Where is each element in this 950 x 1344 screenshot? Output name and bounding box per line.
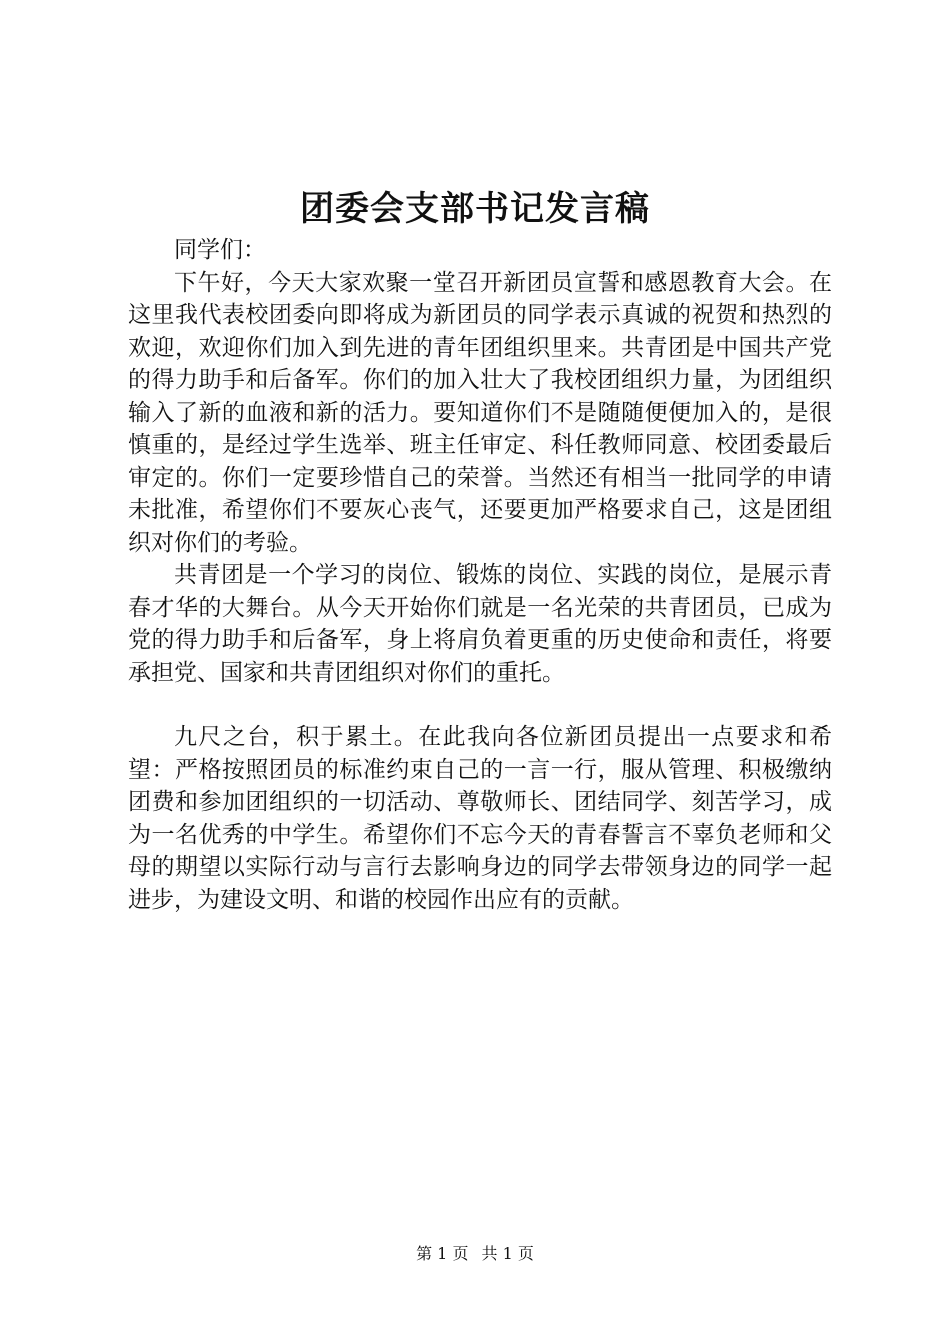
paragraph-3: 九尺之台，积于累土。在此我向各位新团员提出一点要求和希望：严格按照团员的标准约束自己的一言一行，服从管理、积极缴纳团费和参加团组织的一切活动、尊敬师长、团结同学、刻苦学习，成为一名优秀的中学生。希望你们不忘今天的青春誓言不辜负老师和父母的期望以实际行动与言行去影响身边的同学去带领身边的同学一起进步，为建设文明、和谐的校园作出应有的贡献。	[128, 724, 832, 913]
page-footer	[0, 1243, 950, 1265]
paragraph-2: 共青团是一个学习的岗位、锻炼的岗位、实践的岗位，是展示青春才华的大舞台。从今天开始你们就是一名光荣的共青团员，已成为党的得力助手和后备军，身上将肩负着更重的历史使命和责任，将要承担党、国家和共青团组织对你们的重托。	[128, 562, 832, 686]
greeting: 同学们：	[174, 237, 266, 263]
page-total: 共 1 页	[481, 1244, 534, 1263]
page-number: 第 1 页	[416, 1244, 469, 1263]
document-body	[128, 234, 832, 916]
document-title: 团委会支部书记发言稿	[300, 189, 650, 229]
paragraph-1: 下午好，今天大家欢聚一堂召开新团员宣誓和感恩教育大会。在这里我代表校团委向即将成为新团员的同学表示真诚的祝贺和热烈的欢迎，欢迎你们加入到先进的青年团组织里来。共青团是中国共产党的得力助手和后备军。你们的加入壮大了我校团组织力量，为团组织输入了新的血液和新的活力。要知道你们不是随随便便加入的，是很慎重的，是经过学生选举、班主任审定、科任教师同意、校团委最后审定的。你们一定要珍惜自己的荣誉。当然还有相当一批同学的申请未批准，希望你们不要灰心丧气，还要更加严格要求自己，这是团组织对你们的考验。	[128, 269, 832, 556]
